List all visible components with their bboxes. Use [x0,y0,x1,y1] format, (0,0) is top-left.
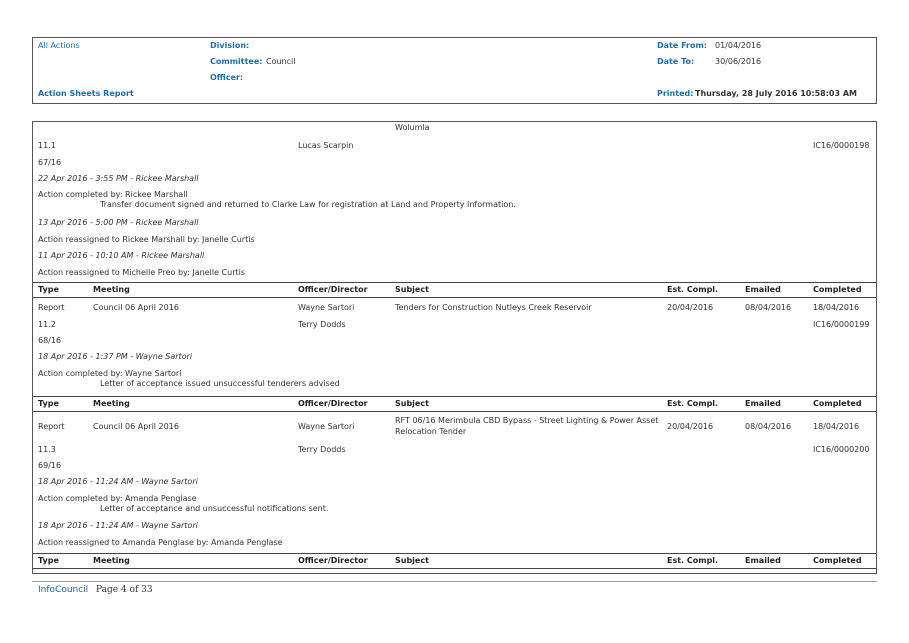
division-label: Division: [210,41,250,50]
page-number: Page 4 of 33 [96,585,153,595]
cell-meeting: Council 06 April 2016 [93,303,179,312]
col-subject: Subject [395,285,429,294]
cell-officer: Wayne Sartori [298,303,355,312]
cell-emailed: 08/04/2016 [745,422,792,431]
item-number: 11.2 [38,320,56,329]
report-header [32,37,877,104]
resolution-number: 67/16 [38,158,62,167]
cell-type: Report [38,303,65,312]
log-timestamp: 18 Apr 2016 - 11:24 AM - Wayne Sartori [38,477,198,486]
col-est-compl: Est. Compl. [667,285,719,294]
col-emailed: Emailed [745,399,781,408]
officer-label: Officer: [210,73,244,82]
log-note-detail: Letter of acceptance and unsuccessful notifications sent. [100,504,329,513]
log-timestamp: 22 Apr 2016 - 3:55 PM - Rickee Marshall [38,174,199,183]
cell-subject: RFT 06/16 Merimbula CBD Bypass - Street Lighting & Power Asset [395,416,659,425]
cell-completed: 18/04/2016 [813,422,860,431]
column-header-row [33,282,876,298]
log-timestamp: 11 Apr 2016 - 10:10 AM - Rickee Marshall [38,251,205,260]
date-from-label: Date From: [657,41,708,50]
col-completed: Completed [813,399,862,408]
cell-emailed: 08/04/2016 [745,303,792,312]
date-to-label: Date To: [657,57,695,66]
cell-subject-line2: Relocation Tender [395,427,467,436]
col-type: Type [38,556,59,565]
log-note: Action reassigned to Rickee Marshall by: Janelle Curtis [38,235,255,244]
log-note-detail: Transfer document signed and returned to Clarke Law for registration at Land and Property Information. [100,200,516,209]
col-officer: Officer/Director [298,285,368,294]
secondary-officer: Terry Dodds [298,445,346,454]
col-meeting: Meeting [93,285,130,294]
log-note-detail: Letter of acceptance issued unsuccessful tenderers advised [100,379,340,388]
secondary-officer: Terry Dodds [298,320,346,329]
log-timestamp: 18 Apr 2016 - 1:37 PM - Wayne Sartori [38,352,193,361]
col-meeting: Meeting [93,399,130,408]
footer-brand: InfoCouncil [38,585,89,595]
log-timestamp: 18 Apr 2016 - 11:24 AM - Wayne Sartori [38,521,198,530]
document-ref: IC16/0000199 [813,320,870,329]
col-meeting: Meeting [93,556,130,565]
all-actions-link[interactable]: All Actions [38,41,80,50]
column-header-row [33,396,876,412]
col-completed: Completed [813,285,862,294]
col-est-compl: Est. Compl. [667,399,719,408]
cell-est-compl: 20/04/2016 [667,303,714,312]
cell-type: Report [38,422,65,431]
col-est-compl: Est. Compl. [667,556,719,565]
cell-officer: Wayne Sartori [298,422,355,431]
footer-divider [32,581,877,582]
cell-completed: 18/04/2016 [813,303,860,312]
column-header-row [33,553,876,569]
printed-label: Printed: [657,89,694,98]
printed-value: Thursday, 28 July 2016 10:58:03 AM [695,89,857,98]
col-officer: Officer/Director [298,556,368,565]
cell-est-compl: 20/04/2016 [667,422,714,431]
log-note: Action completed by: Amanda Penglase [38,494,197,503]
date-to-value: 30/06/2016 [715,57,762,66]
secondary-officer: Lucas Scarpin [298,141,354,150]
col-subject: Subject [395,399,429,408]
col-type: Type [38,285,59,294]
item-number: 11.3 [38,445,56,454]
date-from-value: 01/04/2016 [715,41,762,50]
subject-continued: Wolumla [395,123,430,132]
log-note: Action completed by: Rickee Marshall [38,190,188,199]
log-note: Action reassigned to Michelle Preo by: Janelle Curtis [38,268,246,277]
actions-table [32,121,877,574]
log-note: Action completed by: Wayne Sartori [38,369,182,378]
log-timestamp: 13 Apr 2016 - 5:00 PM - Rickee Marshall [38,218,199,227]
resolution-number: 68/16 [38,336,62,345]
committee-value: Council [266,57,296,66]
document-ref: IC16/0000198 [813,141,870,150]
log-note: Action reassigned to Amanda Penglase by: Amanda Penglase [38,538,283,547]
col-subject: Subject [395,556,429,565]
item-number: 11.1 [38,141,56,150]
resolution-number: 69/16 [38,461,62,470]
cell-subject: Tenders for Construction Nutleys Creek Reservoir [395,303,592,312]
col-emailed: Emailed [745,556,781,565]
col-type: Type [38,399,59,408]
document-ref: IC16/0000200 [813,445,870,454]
col-completed: Completed [813,556,862,565]
cell-meeting: Council 06 April 2016 [93,422,179,431]
report-title: Action Sheets Report [38,89,134,98]
committee-label: Committee: [210,57,263,66]
col-emailed: Emailed [745,285,781,294]
col-officer: Officer/Director [298,399,368,408]
